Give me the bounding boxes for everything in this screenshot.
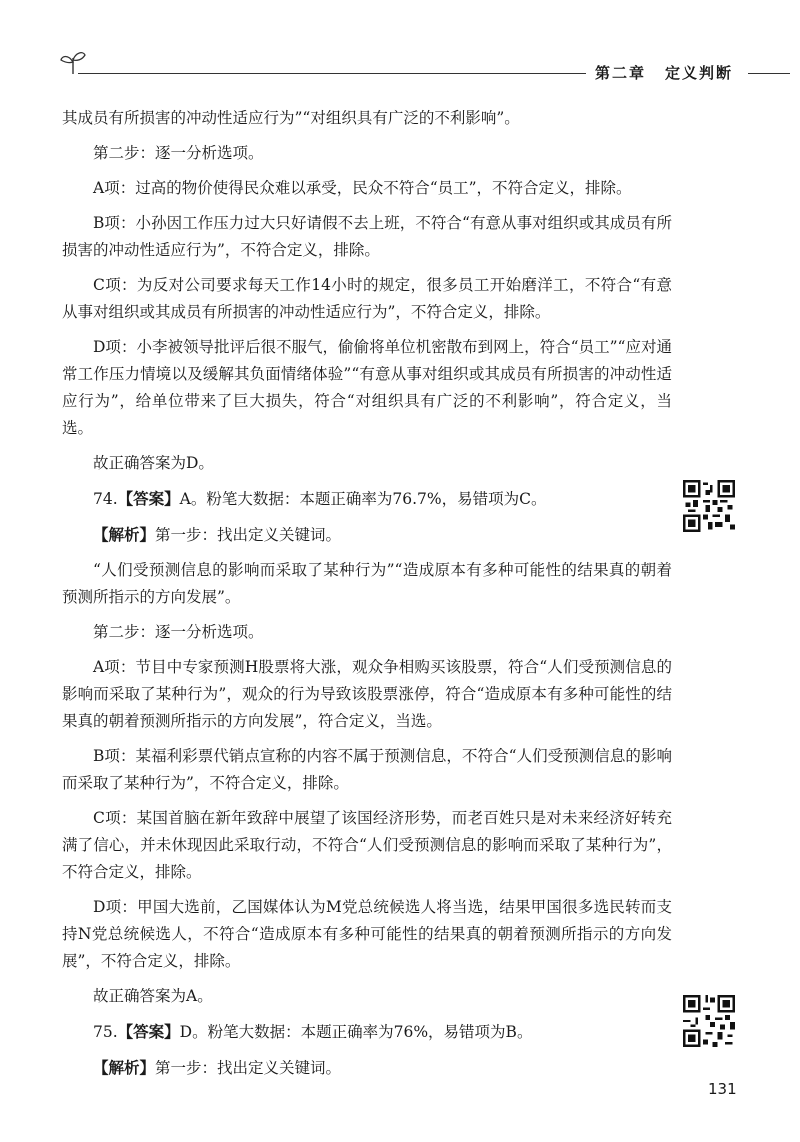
paragraph: 第二步：逐一分析选项。 (93, 144, 264, 162)
header-rule-right (748, 73, 790, 74)
analysis-text: 第一步：找出定义关键词。 (155, 526, 342, 544)
header-rule (78, 73, 586, 74)
question-number: 74. (93, 490, 118, 508)
paragraph: B项：某福利彩票代销点宣称的内容不属于预测信息，不符合“人们受预测信息的影响而采取了某种行为”，不符合定义，排除。 (62, 747, 672, 792)
answer-text: D。粉笔大数据：本题正确率为76%，易错项为B。 (179, 1023, 533, 1041)
header-chapter: 第二章 (595, 64, 647, 82)
qr-code-icon[interactable] (683, 480, 735, 532)
paragraph: D项：小李被领导批评后很不服气，偷偷将单位机密散布到网上，符合“员工”“应对通常工作压力情境以及缓解其负面情绪体验”“有意从事对组织或其成员有所损害的冲动性适应行为”，给单位带来了巨大损失，符合“对组织具有广泛的不利影响”，符合定义，当选。 (62, 338, 672, 437)
paragraph: 故正确答案为A。 (93, 987, 213, 1005)
qr-code-icon[interactable] (683, 995, 735, 1047)
paragraph: 故正确答案为D。 (93, 454, 214, 472)
paragraph: 第二步：逐一分析选项。 (93, 623, 264, 641)
answer-tag: 【答案】 (117, 1022, 180, 1041)
analysis-75 (62, 1054, 672, 1082)
answer-75 (62, 1018, 672, 1046)
answer-74 (62, 485, 672, 513)
paragraph: 其成员有所损害的冲动性适应行为”“对组织具有广泛的不利影响”。 (62, 109, 520, 127)
analysis-tag: 【解析】 (93, 1058, 156, 1077)
paragraph: A项：过高的物价使得民众难以承受，民众不符合“员工”，不符合定义，排除。 (93, 179, 632, 197)
paragraph: D项：甲国大选前，乙国媒体认为M党总统候选人将当选，结果甲国很多选民转而支持N党总统候选人，不符合“造成原本有多种可能性的结果真的朝着预测所指示的方向发展”，不符合定义，排除。 (62, 898, 672, 970)
paragraph: C项：为反对公司要求每天工作14小时的规定，很多员工开始磨洋工，不符合“有意从事对组织或其成员有所损害的冲动性适应行为”，不符合定义，排除。 (62, 276, 672, 321)
page-number: 131 (708, 1080, 737, 1098)
paragraph: B项：小孙因工作压力过大只好请假不去上班，不符合“有意从事对组织或其成员有所损害的冲动性适应行为”，不符合定义，排除。 (62, 214, 672, 259)
question-number: 75. (93, 1023, 118, 1041)
header-title: 定义判断 (665, 64, 734, 82)
paragraph: “人们受预测信息的影响而采取了某种行为”“造成原本有多种可能性的结果真的朝着预测所指示的方向发展”。 (62, 561, 672, 606)
analysis-74 (62, 521, 672, 549)
paragraph: C项：某国首脑在新年致辞中展望了该国经济形势，而老百姓只是对未来经济好转充满了信心，并未休现因此采取行动，不符合“人们受预测信息的影响而采取了某种行为”，不符合定义，排除。 (62, 809, 672, 881)
answer-tag: 【答案】 (117, 489, 180, 508)
paragraph: A项：节目中专家预测H股票将大涨，观众争相购买该股票，符合“人们受预测信息的影响而采取了某种行为”，观众的行为导致该股票涨停，符合“造成原本有多种可能性的结果真的朝着预测所指示的方向发展”，符合定义，当选。 (62, 658, 672, 730)
answer-text: A。粉笔大数据：本题正确率为76.7%，易错项为C。 (179, 490, 547, 508)
analysis-tag: 【解析】 (93, 525, 156, 544)
analysis-text: 第一步：找出定义关键词。 (155, 1059, 342, 1077)
page-content (62, 105, 672, 1090)
